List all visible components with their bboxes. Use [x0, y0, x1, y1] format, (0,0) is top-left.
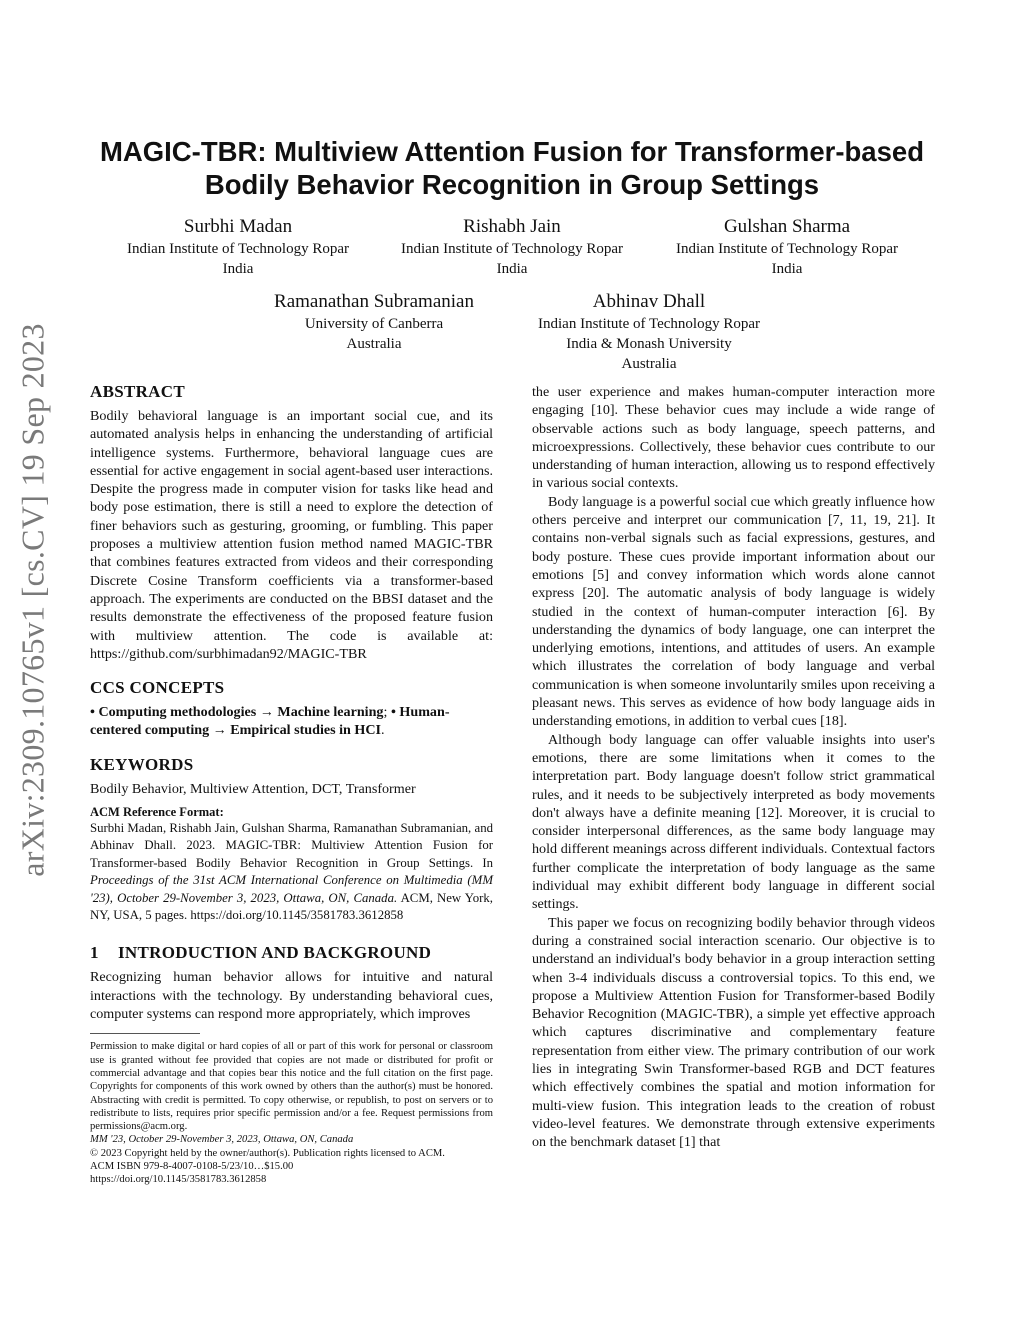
footnote-rule	[90, 1033, 200, 1034]
intro-paragraph-1-cont: the user experience and makes human-computer interaction more engaging [10]. These behavior cues may include a wide range of observable actions such as body language, speech patterns, and microexpressions. Collectively, these behavior cues contribute to our understanding of human interaction, allowing us to respond effectively in various social contexts.	[532, 384, 935, 492]
author-name: Surbhi Madan	[183, 216, 293, 237]
author-block	[509, 291, 789, 374]
intro-paragraph-3: Although body language can offer valuable insights into user's emotions, there are some limitations when it comes to the interpretation part. Body language doesn't follow strict grammatical rules, and it needs to be subjectively interpreted as body movements don't always have a definite meaning [12]. Moreover, it is crucial to consider interpersonal differences, as the same body language may hold different meanings across different individuals. Contextual factors further complicate the interpretation of body language as the same individual may exhibit different body language in different social settings.	[532, 731, 935, 913]
author-affiliation: Indian Institute of Technology Ropar	[676, 241, 898, 257]
author-country: Australia	[346, 336, 402, 352]
acm-ref-heading: ACM Reference Format:	[90, 805, 224, 820]
author-block	[98, 216, 378, 279]
right-column	[532, 383, 935, 1151]
arxiv-stamp-text: arXiv:2309.10765v1 [cs.CV] 19 Sep 2023	[14, 323, 51, 877]
author-affiliation: Indian Institute of Technology Ropar	[401, 241, 623, 257]
keywords-heading: KEYWORDS	[90, 754, 194, 774]
left-column	[90, 381, 493, 1187]
title-line-1: MAGIC-TBR: Multiview Attention Fusion for Transformer-based	[100, 136, 924, 167]
intro-paragraph-1: Recognizing human behavior allows for intuitive and natural interactions with the technology. By understanding behavioral cues, computer systems can respond more appropriately, which improves	[90, 969, 493, 1023]
isbn-line: ACM ISBN 979-8-4007-0108-5/23/10…$15.00	[90, 1161, 294, 1173]
author-name: Rishabh Jain	[463, 216, 561, 237]
author-affiliation: Indian Institute of Technology Ropar	[538, 316, 760, 332]
author-country: India	[222, 261, 254, 277]
author-country: Australia	[621, 356, 677, 372]
abstract-heading: ABSTRACT	[90, 382, 185, 401]
copyright-line: © 2023 Copyright held by the owner/author(s). Publication rights licensed to ACM.	[90, 1147, 445, 1159]
author-affiliation-2: India & Monash University	[566, 336, 732, 352]
conference-line: MM '23, October 29-November 3, 2023, Ottawa, ON, Canada	[90, 1134, 354, 1146]
intro-heading: 1 INTRODUCTION AND BACKGROUND	[90, 943, 432, 963]
paper-title	[60, 135, 964, 201]
author-block	[372, 216, 652, 279]
author-name: Gulshan Sharma	[723, 216, 851, 237]
author-affiliation: University of Canberra	[304, 316, 444, 332]
permission-block	[90, 1040, 493, 1186]
ccs-heading: CCS CONCEPTS	[90, 678, 225, 698]
author-affiliation: Indian Institute of Technology Ropar	[127, 241, 349, 257]
title-line-2: Bodily Behavior Recognition in Group Settings	[204, 169, 820, 200]
author-name: Abhinav Dhall	[592, 291, 706, 312]
author-block	[647, 216, 927, 279]
intro-paragraph-4: This paper we focus on recognizing bodily behavior through videos during a constrained social interaction scenario. Our objective is to understand an individual's body behavior in a group interaction setting when 3-4 individuals discuss a controversial topics. To this end, we propose a Multiview Attention Fusion for Transformer-based Bodily Behavior Recognition (MAGIC-TBR), a simple yet effective approach which captures discriminative and complementary feature representation from either view. The primary contribution of our work lies in integrating Swin Transformer-based RGB and DCT features which effectively combines the spatial and motion information for multi-view fusion. This integration leads to the creation of robust video-level features. We demonstrate through extensive experiments on the benchmark dataset [1] that	[532, 914, 935, 1151]
abstract-text: Bodily behavioral language is an important social cue, and its automated analysis helps in enhancing the understanding of artificial intelligence systems. Furthermore, behavioral language cues are essential for active engagement in social agent-based user interactions. Despite the progress made in computer vision for tasks like head and body pose estimation, there is still a need to explore the detection of finer behaviors such as gesturing, grooming, or fumbling. This paper proposes a multiview attention fusion method named MAGIC-TBR that combines features extracted from videos and their corresponding Discrete Cosine Transform coefficients via a transformer-based approach. The experiments are conducted on the BBSI dataset and the results demonstrate the effectiveness of the proposed feature fusion with multiview attention. The code is available at: https://github.com/surbhimadan92/MAGIC-TBR	[90, 408, 493, 662]
author-country: India	[496, 261, 528, 277]
intro-paragraph-2: Body language is a powerful social cue which greatly influence how others perceive and interpret our communication [7, 11, 19, 21]. It contains non-verbal signals such as facial expressions, gestures, and body posture. These cues provide important information about our emotions [5] and convey information which words alone cannot express [20]. The automatic analysis of body language is widely studied in the context of human-computer interaction [6]. By understanding the dynamics of body language, one can interpret the underlying emotions, intentions, and attitudes of users. An example which illustrates the correlation of body language and verbal communication is when someone involuntarily smiles upon receiving a pleasant news. This serves as evidence of how body language aids in understanding emotions, in addition to verbal cues [18].	[532, 493, 935, 730]
acm-ref-text: Surbhi Madan, Rishabh Jain, Gulshan Sharma, Ramanathan Subramanian, and Abhinav Dhall. 2023. MAGIC-TBR: Multiview Attention Fusion for Transformer-based Bodily Behavior Recognition in Group Settings. In Proceedings of the 31st ACM International Conference on Multimedia (MM '23), October 29-November 3, 2023, Ottawa, ON, Canada. ACM, New York, NY, USA, 5 pages. https://doi.org/10.1145/3581783.3612858	[90, 821, 494, 923]
author-name: Ramanathan Subramanian	[274, 291, 474, 312]
ccs-text: • Computing methodologies → Machine learning; • Human-centered computing → Empirical studies in HCI.	[90, 704, 450, 739]
author-block	[234, 291, 514, 354]
doi-line: https://doi.org/10.1145/3581783.3612858	[90, 1174, 267, 1186]
author-country: India	[771, 261, 803, 277]
keywords-text: Bodily Behavior, Multiview Attention, DCT, Transformer	[90, 780, 416, 797]
permission-text: Permission to make digital or hard copies of all or part of this work for personal or classroom use is granted without fee provided that copies are not made or distributed for profit or commercial advantage and that copies bear this notice and the full citation on the first page. Copyrights for components of this work owned by others than the author(s) must be honored. Abstracting with credit is permitted. To copy otherwise, or republish, to post on servers or to redistribute to lists, requires prior specific permission and/or a fee. Request permissions from permissions@acm.org.	[90, 1041, 493, 1133]
